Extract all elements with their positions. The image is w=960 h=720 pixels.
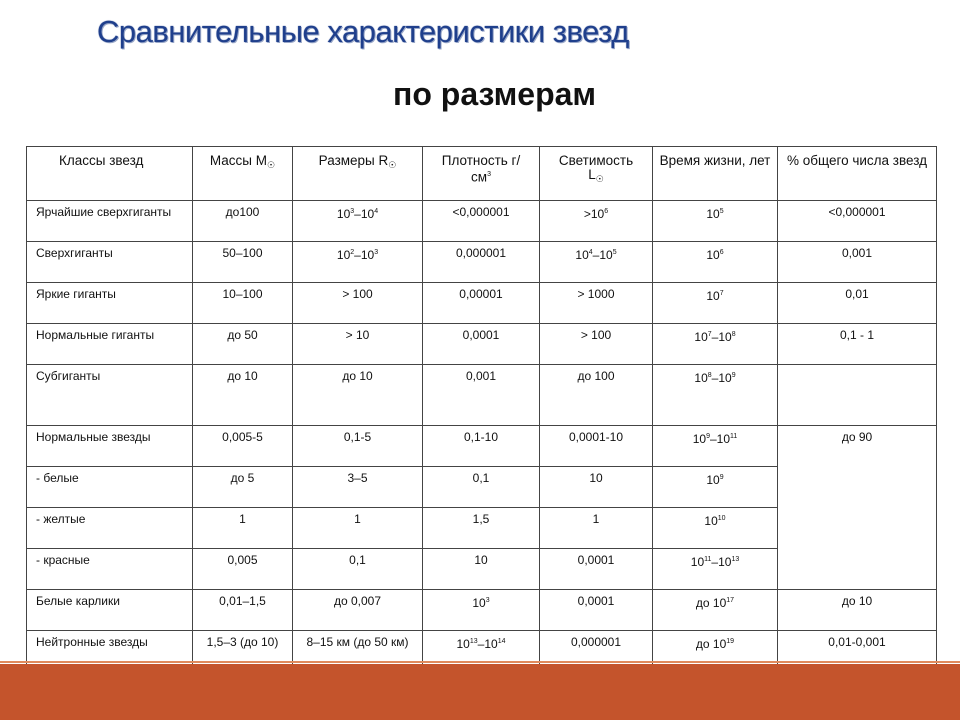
cell-luminosity: 1 — [540, 508, 653, 549]
cell-luminosity: 0,0001-10 — [540, 426, 653, 467]
cell-class: Нормальные гиганты — [27, 324, 193, 365]
header-density: Плотность г/ $см^3$ — [423, 147, 540, 201]
cell-mass: до 10 — [193, 365, 293, 426]
table-row — [27, 201, 937, 242]
cell-size: до 10 — [293, 365, 423, 426]
cell-class: Ярчайшие сверхгиганты — [27, 201, 193, 242]
header-classes: Классы звезд — [27, 147, 193, 201]
cell-density: 0,1-10 — [423, 426, 540, 467]
star-characteristics-table — [26, 146, 937, 672]
cell-lifetime: $10^6$ — [653, 242, 778, 283]
cell-size: > 10 — [293, 324, 423, 365]
cell-mass: 10–100 — [193, 283, 293, 324]
table-row — [27, 590, 937, 631]
cell-class: - красные — [27, 549, 193, 590]
table-row — [27, 283, 937, 324]
cell-size: 3–5 — [293, 467, 423, 508]
cell-percent: до 10 — [778, 590, 937, 631]
cell-lifetime: $10^8-10^9$ — [653, 365, 778, 426]
header-percent: % общего числа звезд — [778, 147, 937, 201]
cell-percent: 0,001 — [778, 242, 937, 283]
page-subtitle: по размерам — [393, 76, 597, 112]
cell-density: $10^3$ — [423, 590, 540, 631]
cell-percent: 0,01 — [778, 283, 937, 324]
cell-mass: до100 — [193, 201, 293, 242]
cell-class: Нормальные звезды — [27, 426, 193, 467]
cell-percent: до 90 — [778, 426, 937, 590]
header-luminosity: Светимость $L_☉$ — [540, 147, 653, 201]
cell-class: Сверхгиганты — [27, 242, 193, 283]
cell-lifetime: $10^7-10^8$ — [653, 324, 778, 365]
cell-luminosity: 0,000001 — [540, 631, 653, 672]
header-lifetime: Время жизни, лет — [653, 147, 778, 201]
cell-lifetime: $10^{10}$ — [653, 508, 778, 549]
header-size: Размеры $R_☉$ — [293, 147, 423, 201]
cell-lifetime: $10^9-10^{11}$ — [653, 426, 778, 467]
cell-mass: 1,5–3 (до 10) — [193, 631, 293, 672]
cell-luminosity: 10 — [540, 467, 653, 508]
cell-density: 0,001 — [423, 365, 540, 426]
cell-density: 1,5 — [423, 508, 540, 549]
cell-luminosity: 0,0001 — [540, 549, 653, 590]
cell-mass: 1 — [193, 508, 293, 549]
cell-percent: <0,000001 — [778, 201, 937, 242]
cell-density: 10 — [423, 549, 540, 590]
table-row — [27, 242, 937, 283]
cell-class: Белые карлики — [27, 590, 193, 631]
table-row — [27, 324, 937, 365]
cell-mass: до 5 — [193, 467, 293, 508]
cell-lifetime: $10^9$ — [653, 467, 778, 508]
cell-lifetime: до $10^{17}$ — [653, 590, 778, 631]
cell-density: 0,0001 — [423, 324, 540, 365]
cell-class: Субгиганты — [27, 365, 193, 426]
cell-size: до 0,007 — [293, 590, 423, 631]
cell-size: > 100 — [293, 283, 423, 324]
page-title: Сравнительные характеристики звезд — [97, 14, 629, 49]
table-header-row — [27, 147, 937, 201]
cell-class: Нейтронные звезды — [27, 631, 193, 672]
cell-class: - белые — [27, 467, 193, 508]
cell-luminosity: $>10^6$ — [540, 201, 653, 242]
cell-luminosity: $10^4-10^5$ — [540, 242, 653, 283]
table-row — [27, 426, 937, 467]
cell-luminosity: > 100 — [540, 324, 653, 365]
cell-class: - желтые — [27, 508, 193, 549]
footer-accent-line — [0, 661, 960, 663]
cell-class: Яркие гиганты — [27, 283, 193, 324]
header-mass: Массы $M_☉$ — [193, 147, 293, 201]
cell-size: 0,1-5 — [293, 426, 423, 467]
cell-mass: до 50 — [193, 324, 293, 365]
cell-density: 0,1 — [423, 467, 540, 508]
cell-density: <0,000001 — [423, 201, 540, 242]
cell-size: 0,1 — [293, 549, 423, 590]
cell-lifetime: $10^5$ — [653, 201, 778, 242]
cell-percent-empty — [778, 365, 937, 426]
cell-size: $10^2-10^3$ — [293, 242, 423, 283]
cell-size: 1 — [293, 508, 423, 549]
table-row — [27, 365, 937, 426]
cell-luminosity: до 100 — [540, 365, 653, 426]
cell-lifetime: $10^{11}-10^{13}$ — [653, 549, 778, 590]
cell-size: 8–15 км (до 50 км) — [293, 631, 423, 672]
cell-luminosity: > 1000 — [540, 283, 653, 324]
cell-mass: 0,005 — [193, 549, 293, 590]
cell-lifetime: $10^7$ — [653, 283, 778, 324]
cell-mass: 0,005-5 — [193, 426, 293, 467]
cell-mass: 0,01–1,5 — [193, 590, 293, 631]
cell-density: 0,00001 — [423, 283, 540, 324]
cell-percent: 0,01-0,001 — [778, 631, 937, 672]
cell-density: $10^{13}-10^{14}$ — [423, 631, 540, 672]
cell-luminosity: 0,0001 — [540, 590, 653, 631]
cell-size: $10^3-10^4$ — [293, 201, 423, 242]
cell-lifetime: до $10^{19}$ — [653, 631, 778, 672]
cell-mass: 50–100 — [193, 242, 293, 283]
cell-percent: 0,1 - 1 — [778, 324, 937, 365]
cell-density: 0,000001 — [423, 242, 540, 283]
footer-bar — [0, 664, 960, 720]
